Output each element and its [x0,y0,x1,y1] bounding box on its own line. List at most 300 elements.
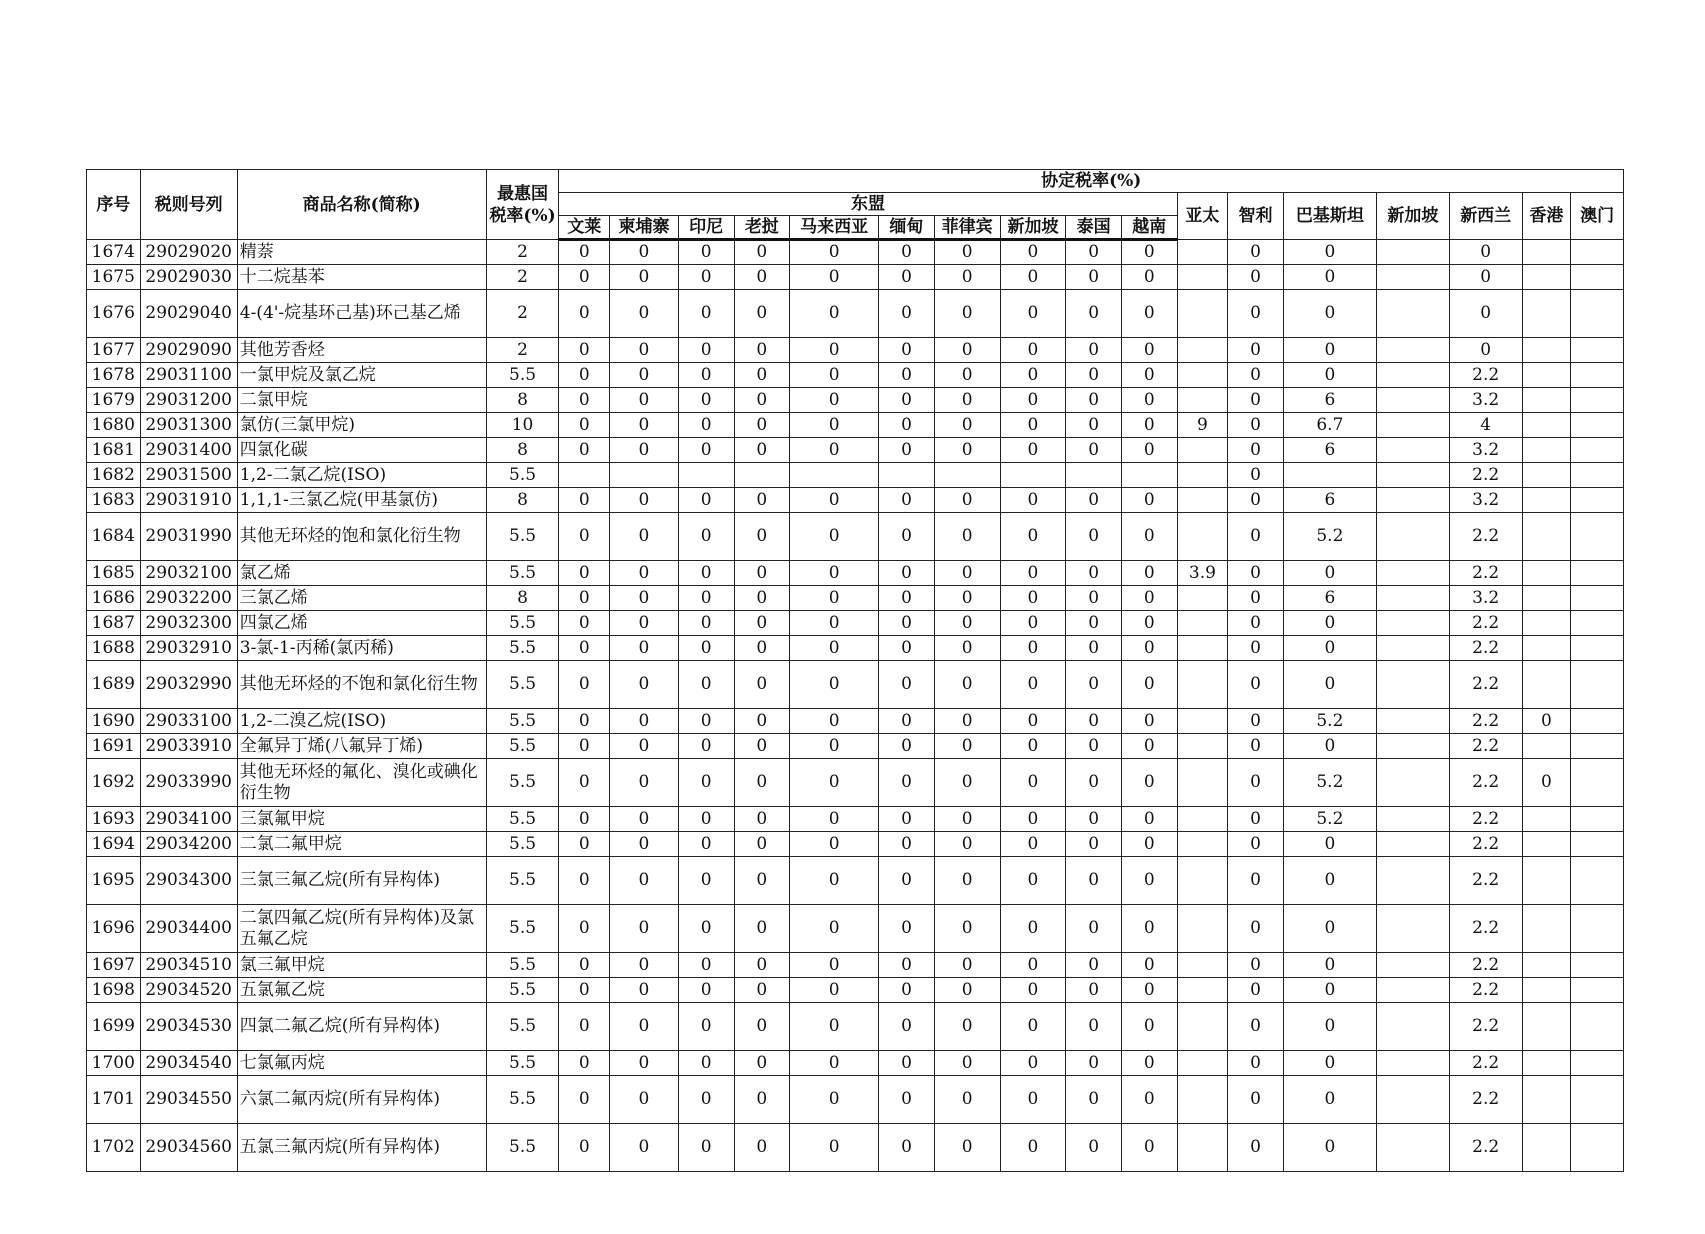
cell-asean-rate: 0 [1000,709,1066,734]
cell-asean-rate: 0 [934,611,1000,636]
tariff-table [86,169,1624,1172]
cell-other-rate [1177,857,1228,905]
cell-asean-rate: 0 [559,807,610,832]
cell-code: 29033990 [140,759,237,807]
cell-other-rate: 0 [1228,363,1284,388]
header-asean-member: 文莱 [559,216,610,240]
cell-seq: 1694 [87,832,141,857]
cell-other-rate: 0 [1228,561,1284,586]
cell-asean-rate: 0 [1000,857,1066,905]
cell-asean-rate: 0 [934,857,1000,905]
cell-asean-rate: 0 [1121,363,1177,388]
cell-asean-rate: 0 [678,488,734,513]
cell-other-rate [1571,1076,1624,1124]
header-seq: 序号 [87,170,141,240]
cell-asean-rate: 0 [1066,488,1122,513]
cell-asean-rate: 0 [1066,759,1122,807]
cell-other-rate: 0 [1283,1003,1376,1051]
cell-name: 六氯二氟丙烷(所有异构体) [237,1076,486,1124]
cell-other-rate [1376,240,1449,265]
cell-code: 29034300 [140,857,237,905]
cell-other-rate: 0 [1228,488,1284,513]
cell-asean-rate: 0 [610,1124,679,1172]
cell-asean-rate: 0 [790,734,879,759]
cell-asean-rate: 0 [879,586,935,611]
cell-asean-rate: 0 [1066,611,1122,636]
cell-asean-rate: 0 [1000,611,1066,636]
cell-asean-rate: 0 [559,438,610,463]
cell-name: 四氯乙烯 [237,611,486,636]
cell-other-rate: 0 [1228,290,1284,338]
cell-asean-rate: 0 [790,513,879,561]
cell-asean-rate [879,463,935,488]
cell-asean-rate: 0 [610,661,679,709]
cell-mfn: 5.5 [486,1124,559,1172]
cell-other-rate: 0 [1228,586,1284,611]
cell-asean-rate [734,463,790,488]
cell-asean-rate: 0 [934,338,1000,363]
header-asean-member: 缅甸 [879,216,935,240]
cell-seq: 1681 [87,438,141,463]
cell-asean-rate: 0 [734,513,790,561]
header-mfn: 最惠国税率(%) [486,170,559,240]
cell-other-rate [1522,561,1571,586]
header-asean-member: 老挝 [734,216,790,240]
cell-mfn: 2 [486,265,559,290]
cell-asean-rate: 0 [1000,586,1066,611]
cell-other-rate [1571,363,1624,388]
cell-name: 五氯三氟丙烷(所有异构体) [237,1124,486,1172]
cell-asean-rate: 0 [879,709,935,734]
cell-asean-rate: 0 [934,832,1000,857]
header-asean-member: 越南 [1121,216,1177,240]
cell-asean-rate: 0 [1121,905,1177,953]
cell-other-rate [1376,734,1449,759]
cell-asean-rate: 0 [879,488,935,513]
cell-asean-rate: 0 [790,363,879,388]
cell-other-rate [1571,388,1624,413]
cell-asean-rate: 0 [610,636,679,661]
cell-asean-rate: 0 [610,338,679,363]
cell-asean-rate: 0 [1066,661,1122,709]
cell-other-rate: 9 [1177,413,1228,438]
cell-other-rate [1522,240,1571,265]
cell-mfn: 5.5 [486,905,559,953]
cell-asean-rate: 0 [1000,561,1066,586]
cell-seq: 1692 [87,759,141,807]
cell-asean-rate: 0 [879,290,935,338]
cell-other-rate: 2.2 [1449,953,1522,978]
cell-other-rate [1571,265,1624,290]
cell-other-rate [1522,978,1571,1003]
cell-other-rate [1376,661,1449,709]
cell-asean-rate: 0 [610,363,679,388]
cell-asean-rate: 0 [610,905,679,953]
cell-asean-rate: 0 [678,1124,734,1172]
cell-other-rate: 2.2 [1449,561,1522,586]
cell-asean-rate: 0 [559,488,610,513]
cell-asean-rate: 0 [559,513,610,561]
cell-asean-rate: 0 [934,759,1000,807]
cell-other-rate: 2.2 [1449,363,1522,388]
cell-other-rate [1177,734,1228,759]
table-row [87,759,1624,807]
cell-asean-rate: 0 [1000,1051,1066,1076]
cell-asean-rate: 0 [879,611,935,636]
cell-asean-rate: 0 [1121,857,1177,905]
cell-other-rate: 2.2 [1449,1076,1522,1124]
table-row [87,978,1624,1003]
cell-other-rate: 0 [1228,1003,1284,1051]
cell-mfn: 5.5 [486,832,559,857]
cell-asean-rate: 0 [678,586,734,611]
cell-asean-rate: 0 [678,759,734,807]
table-row [87,832,1624,857]
cell-seq: 1700 [87,1051,141,1076]
cell-asean-rate [790,463,879,488]
cell-other-rate [1571,413,1624,438]
cell-other-rate: 3.2 [1449,388,1522,413]
cell-name: 四氯化碳 [237,438,486,463]
cell-asean-rate: 0 [879,978,935,1003]
cell-asean-rate: 0 [879,1076,935,1124]
cell-asean-rate: 0 [1121,832,1177,857]
cell-other-rate [1376,413,1449,438]
cell-asean-rate: 0 [610,978,679,1003]
cell-other-rate: 3.9 [1177,561,1228,586]
cell-other-rate [1522,832,1571,857]
cell-other-rate [1522,513,1571,561]
cell-other-rate [1376,953,1449,978]
cell-name: 其他无环烃的不饱和氯化衍生物 [237,661,486,709]
cell-asean-rate: 0 [559,1003,610,1051]
header-other: 巴基斯坦 [1283,193,1376,240]
cell-asean-rate: 0 [1121,611,1177,636]
cell-seq: 1689 [87,661,141,709]
cell-other-rate [1571,513,1624,561]
cell-other-rate [1376,586,1449,611]
cell-asean-rate: 0 [559,734,610,759]
cell-asean-rate: 0 [559,290,610,338]
cell-seq: 1690 [87,709,141,734]
cell-asean-rate: 0 [879,438,935,463]
table-row [87,953,1624,978]
cell-name: 二氯二氟甲烷 [237,832,486,857]
cell-asean-rate: 0 [559,265,610,290]
cell-other-rate: 0 [1283,1076,1376,1124]
cell-name: 其他芳香烃 [237,338,486,363]
header-code: 税则号列 [140,170,237,240]
cell-asean-rate: 0 [790,857,879,905]
cell-asean-rate: 0 [678,807,734,832]
cell-asean-rate: 0 [734,636,790,661]
table-row [87,290,1624,338]
table-row [87,513,1624,561]
cell-asean-rate: 0 [734,363,790,388]
cell-asean-rate: 0 [934,363,1000,388]
cell-other-rate [1571,338,1624,363]
cell-seq: 1675 [87,265,141,290]
cell-asean-rate: 0 [1066,265,1122,290]
cell-other-rate [1376,438,1449,463]
cell-mfn: 5.5 [486,1051,559,1076]
cell-other-rate: 6 [1283,488,1376,513]
cell-mfn: 5.5 [486,807,559,832]
cell-other-rate: 0 [1283,290,1376,338]
cell-asean-rate: 0 [678,388,734,413]
cell-seq: 1674 [87,240,141,265]
cell-seq: 1678 [87,363,141,388]
cell-asean-rate: 0 [879,1124,935,1172]
cell-other-rate [1177,661,1228,709]
cell-asean-rate: 0 [610,388,679,413]
cell-other-rate [1177,832,1228,857]
table-row [87,265,1624,290]
table-row [87,636,1624,661]
cell-other-rate [1571,561,1624,586]
cell-mfn: 5.5 [486,857,559,905]
cell-other-rate: 2.2 [1449,1124,1522,1172]
cell-asean-rate: 0 [790,290,879,338]
cell-asean-rate: 0 [790,388,879,413]
cell-asean-rate: 0 [734,734,790,759]
cell-other-rate [1376,561,1449,586]
cell-other-rate: 2.2 [1449,734,1522,759]
cell-other-rate [1571,463,1624,488]
cell-asean-rate: 0 [610,586,679,611]
cell-mfn: 5.5 [486,513,559,561]
cell-other-rate: 2.2 [1449,661,1522,709]
cell-other-rate [1522,611,1571,636]
cell-asean-rate [1121,463,1177,488]
cell-seq: 1676 [87,290,141,338]
cell-asean-rate: 0 [879,636,935,661]
cell-mfn: 8 [486,388,559,413]
header-other: 澳门 [1571,193,1624,240]
cell-other-rate [1522,265,1571,290]
cell-other-rate [1376,513,1449,561]
cell-asean-rate: 0 [790,953,879,978]
cell-other-rate: 2.2 [1449,1003,1522,1051]
cell-asean-rate: 0 [1066,857,1122,905]
cell-other-rate: 0 [1228,611,1284,636]
cell-asean-rate: 0 [678,338,734,363]
cell-asean-rate: 0 [1121,709,1177,734]
cell-asean-rate: 0 [734,1003,790,1051]
table-row [87,363,1624,388]
cell-code: 29031100 [140,363,237,388]
cell-asean-rate: 0 [610,832,679,857]
cell-code: 29031910 [140,488,237,513]
cell-other-rate: 0 [1228,857,1284,905]
cell-code: 29032200 [140,586,237,611]
cell-asean-rate: 0 [1000,413,1066,438]
cell-other-rate [1177,363,1228,388]
cell-asean-rate: 0 [1000,807,1066,832]
cell-asean-rate: 0 [610,611,679,636]
cell-asean-rate: 0 [559,636,610,661]
cell-asean-rate: 0 [734,586,790,611]
cell-asean-rate: 0 [1000,438,1066,463]
cell-asean-rate: 0 [1121,661,1177,709]
cell-asean-rate: 0 [610,265,679,290]
cell-other-rate: 0 [1283,661,1376,709]
cell-other-rate [1177,388,1228,413]
cell-other-rate: 4 [1449,413,1522,438]
cell-asean-rate: 0 [1121,636,1177,661]
cell-asean-rate: 0 [790,832,879,857]
table-body [87,240,1624,1172]
cell-code: 29029040 [140,290,237,338]
cell-seq: 1677 [87,338,141,363]
cell-asean-rate: 0 [1000,832,1066,857]
cell-asean-rate: 0 [879,1051,935,1076]
cell-asean-rate: 0 [879,1003,935,1051]
table-row [87,463,1624,488]
cell-other-rate: 6 [1283,438,1376,463]
cell-asean-rate: 0 [790,905,879,953]
cell-other-rate: 2.2 [1449,709,1522,734]
cell-asean-rate: 0 [678,857,734,905]
cell-asean-rate: 0 [678,363,734,388]
cell-other-rate: 0 [1228,413,1284,438]
cell-asean-rate: 0 [1000,513,1066,561]
cell-asean-rate: 0 [879,953,935,978]
cell-seq: 1679 [87,388,141,413]
cell-other-rate: 0 [1228,636,1284,661]
cell-asean-rate: 0 [1066,388,1122,413]
header-asean-member: 菲律宾 [934,216,1000,240]
cell-other-rate [1177,265,1228,290]
cell-asean-rate: 0 [934,586,1000,611]
cell-code: 29034560 [140,1124,237,1172]
cell-other-rate: 0 [1283,1051,1376,1076]
cell-asean-rate: 0 [1000,338,1066,363]
table-row [87,1003,1624,1051]
cell-name: 三氯三氟乙烷(所有异构体) [237,857,486,905]
header-asean-member: 柬埔寨 [610,216,679,240]
cell-asean-rate: 0 [734,905,790,953]
cell-other-rate [1571,1051,1624,1076]
cell-other-rate [1571,488,1624,513]
cell-asean-rate: 0 [934,1051,1000,1076]
cell-asean-rate: 0 [934,488,1000,513]
cell-asean-rate: 0 [1121,734,1177,759]
cell-asean-rate: 0 [610,488,679,513]
cell-seq: 1685 [87,561,141,586]
cell-asean-rate [610,463,679,488]
cell-asean-rate: 0 [1121,1124,1177,1172]
cell-asean-rate: 0 [879,413,935,438]
cell-other-rate: 2.2 [1449,807,1522,832]
cell-asean-rate: 0 [934,438,1000,463]
cell-asean-rate: 0 [790,1124,879,1172]
table-row [87,1124,1624,1172]
cell-asean-rate: 0 [934,978,1000,1003]
cell-other-rate: 0 [1283,1124,1376,1172]
cell-asean-rate: 0 [559,953,610,978]
cell-asean-rate: 0 [734,240,790,265]
cell-asean-rate: 0 [1066,709,1122,734]
cell-asean-rate: 0 [734,978,790,1003]
cell-other-rate: 0 [1283,611,1376,636]
cell-asean-rate: 0 [734,1051,790,1076]
cell-asean-rate: 0 [734,611,790,636]
cell-other-rate [1571,759,1624,807]
cell-mfn: 5.5 [486,709,559,734]
cell-asean-rate: 0 [1000,240,1066,265]
cell-other-rate: 0 [1228,734,1284,759]
header-other: 新加坡 [1376,193,1449,240]
table-row [87,905,1624,953]
cell-asean-rate: 0 [678,611,734,636]
cell-asean-rate: 0 [1000,978,1066,1003]
cell-other-rate: 0 [1228,709,1284,734]
cell-other-rate: 0 [1228,1051,1284,1076]
cell-other-rate [1522,661,1571,709]
table-row [87,611,1624,636]
cell-asean-rate: 0 [734,953,790,978]
cell-other-rate: 2.2 [1449,636,1522,661]
cell-other-rate: 3.2 [1449,586,1522,611]
cell-asean-rate: 0 [734,438,790,463]
header-asean-member: 马来西亚 [790,216,879,240]
cell-asean-rate: 0 [610,240,679,265]
cell-other-rate [1177,488,1228,513]
cell-asean-rate: 0 [678,1003,734,1051]
cell-seq: 1687 [87,611,141,636]
cell-asean-rate: 0 [934,661,1000,709]
cell-asean-rate: 0 [734,661,790,709]
cell-asean-rate: 0 [934,807,1000,832]
cell-asean-rate: 0 [1066,290,1122,338]
cell-asean-rate: 0 [1121,561,1177,586]
cell-mfn: 5.5 [486,1076,559,1124]
cell-asean-rate: 0 [934,240,1000,265]
cell-other-rate: 2.2 [1449,857,1522,905]
cell-other-rate [1522,290,1571,338]
cell-other-rate: 6 [1283,388,1376,413]
cell-name: 氯仿(三氯甲烷) [237,413,486,438]
cell-asean-rate: 0 [610,438,679,463]
cell-other-rate: 0 [1283,734,1376,759]
cell-asean-rate: 0 [1121,338,1177,363]
cell-other-rate [1177,463,1228,488]
cell-name: 1,1,1-三氯乙烷(甲基氯仿) [237,488,486,513]
cell-asean-rate: 0 [879,905,935,953]
cell-asean-rate: 0 [1121,438,1177,463]
cell-asean-rate: 0 [559,240,610,265]
cell-asean-rate: 0 [1066,413,1122,438]
cell-asean-rate: 0 [678,1051,734,1076]
cell-code: 29034550 [140,1076,237,1124]
cell-name: 氯三氟甲烷 [237,953,486,978]
cell-other-rate [1522,905,1571,953]
cell-other-rate: 0 [1228,978,1284,1003]
header-other: 亚太 [1177,193,1228,240]
table-row [87,1051,1624,1076]
cell-other-rate: 0 [1228,388,1284,413]
cell-other-rate [1177,611,1228,636]
cell-asean-rate: 0 [1121,513,1177,561]
cell-asean-rate: 0 [1121,1076,1177,1124]
cell-other-rate [1376,759,1449,807]
cell-other-rate [1571,953,1624,978]
cell-code: 29031500 [140,463,237,488]
cell-other-rate: 3.2 [1449,438,1522,463]
cell-asean-rate: 0 [1000,388,1066,413]
cell-mfn: 2 [486,240,559,265]
